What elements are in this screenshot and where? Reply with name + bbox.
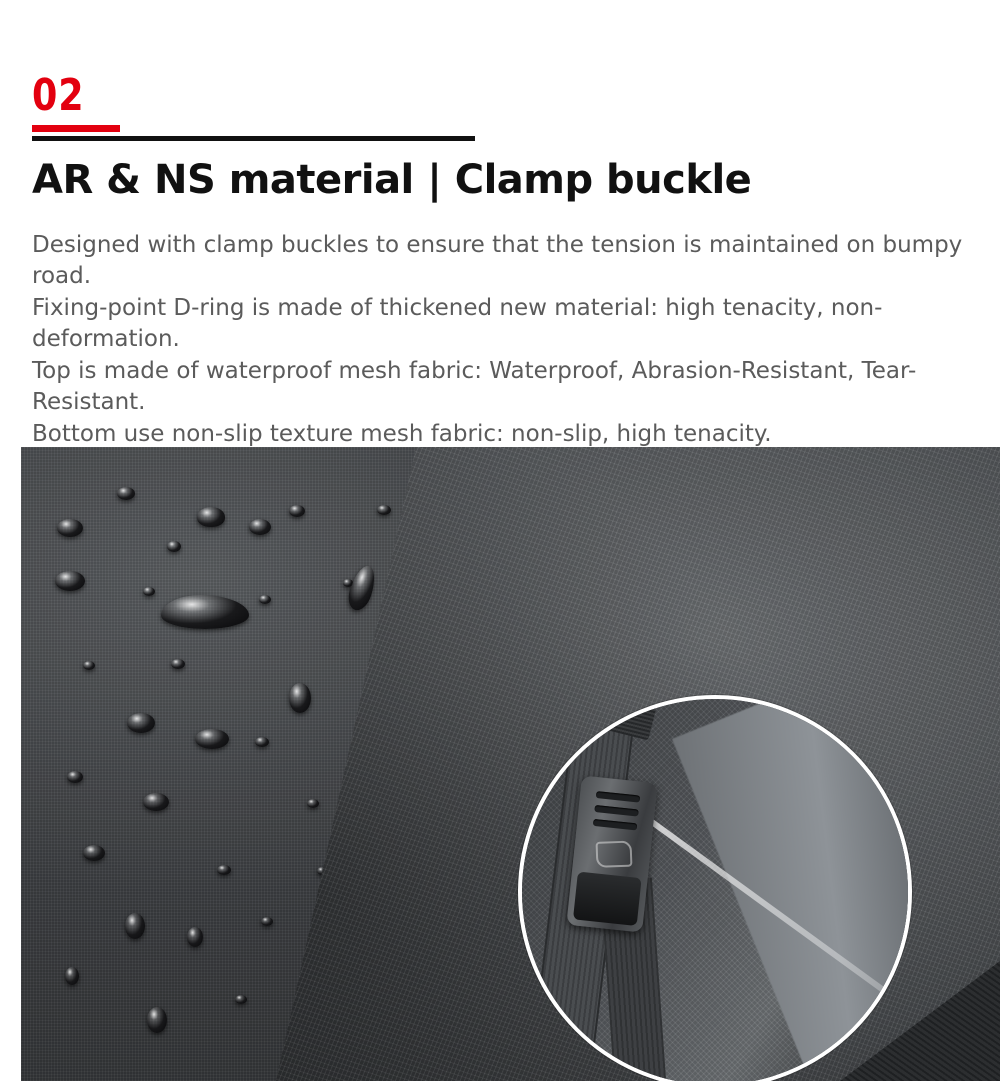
buckle-lower-body (573, 872, 642, 926)
water-drop (289, 683, 311, 713)
water-drop (217, 865, 231, 875)
water-drop (143, 587, 155, 596)
description-line-4: Bottom use non-slip texture mesh fabric: non-slip, high tenacity. (32, 420, 772, 447)
water-drop (117, 487, 135, 500)
water-drop (307, 799, 319, 808)
water-drop (167, 541, 181, 552)
water-drop (197, 507, 225, 527)
description-block (32, 230, 994, 451)
water-drop (187, 927, 203, 947)
water-drop (125, 913, 145, 939)
water-drop (83, 661, 95, 670)
water-drop (143, 793, 169, 811)
water-drop (127, 713, 155, 733)
section-number: 02 (32, 70, 85, 121)
water-drop (147, 1007, 167, 1033)
header-block (0, 0, 1000, 450)
water-drop (377, 505, 391, 515)
water-drop (67, 771, 83, 783)
black-underline (32, 136, 475, 141)
description-line-1: Designed with clamp buckles to ensure that the tension is maintained on bumpy road. (32, 231, 963, 290)
red-underline (32, 125, 120, 132)
water-drop (259, 595, 271, 604)
buckle-slot (596, 791, 640, 803)
water-drop (171, 659, 185, 669)
description-line-3: Top is made of waterproof mesh fabric: Waterproof, Abrasion-Resistant, Tear-Resistant. (32, 357, 917, 416)
water-drop (195, 729, 229, 749)
water-drop (83, 845, 105, 861)
water-drop (65, 967, 79, 985)
water-drop (289, 505, 305, 517)
product-photo (21, 447, 1000, 1081)
page-title: AR & NS material | Clamp buckle (32, 157, 752, 203)
water-drop (261, 917, 273, 926)
water-drop (57, 519, 83, 537)
clamp-buckle (566, 775, 657, 932)
clamp-buckle-callout (518, 695, 912, 1081)
buckle-logo (596, 841, 633, 868)
water-drop (249, 519, 271, 535)
water-drop (55, 571, 85, 591)
description-line-2: Fixing-point D-ring is made of thickened new material: high tenacity, non-deformation. (32, 294, 883, 353)
buckle-slot (594, 805, 638, 817)
buckle-slot (593, 819, 637, 831)
water-drop (255, 737, 269, 747)
water-drop (235, 995, 247, 1004)
